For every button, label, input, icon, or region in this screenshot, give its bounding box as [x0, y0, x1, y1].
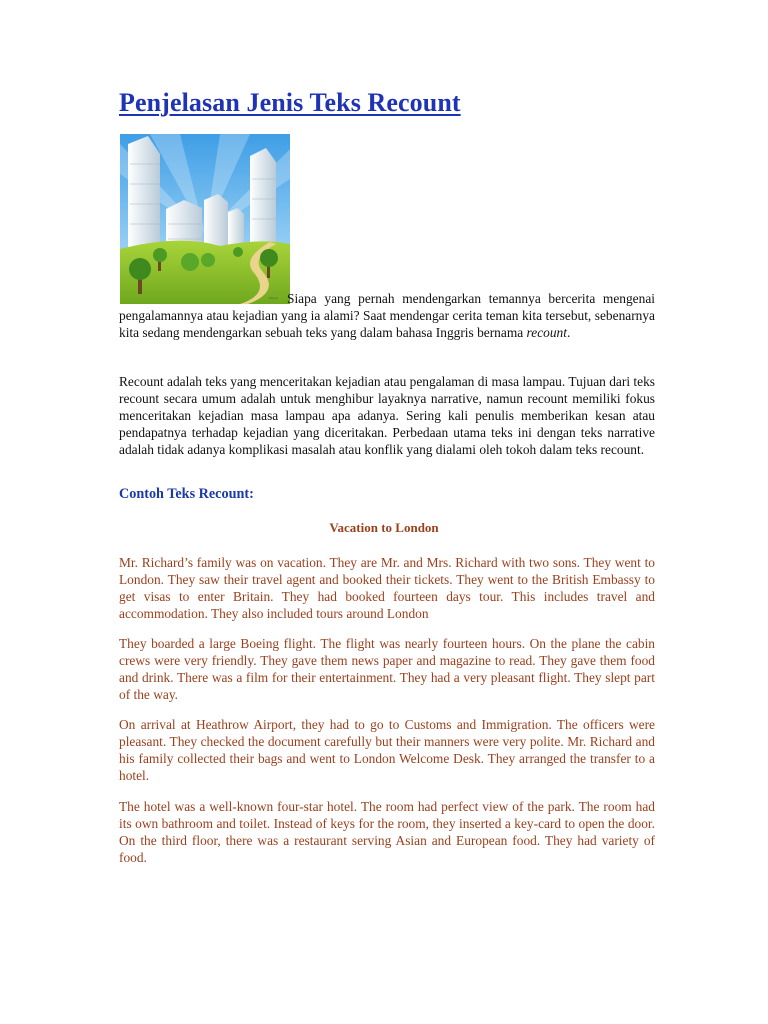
- story-title: Vacation to London: [329, 520, 439, 535]
- definition-paragraph: Recount adalah teks yang menceritakan kejadian atau pengalaman di masa lampau. Tujuan dari teks recount secara umum adalah untuk menghibur layaknya narrative, namun recount memiliki fokus menceritakan kejadian masa lampau apa adanya. Sering kali penulis memberikan kesan atau pendapatnya terhadap kejadian yang diceritakan. Perbedaan utama teks ini dengan teks narrative adalah tidak adanya komplikasi masalah atau konflik yang dialami oleh tokoh dalam teks recount.: [119, 374, 655, 458]
- page-title: Penjelasan Jenis Teks Recount: [119, 88, 461, 117]
- example-heading: Contoh Teks Recount:: [119, 486, 254, 502]
- story-paragraph-2: They boarded a large Boeing flight. The flight was nearly fourteen hours. On the plane the cabin crews were very friendly. They gave them news paper and magazine to read. They gave them food and drink. There was a film for their entertainment. They had a very pleasant flight. They slept part of the way.: [119, 636, 655, 703]
- story-paragraph-3: On arrival at Heathrow Airport, they had to go to Customs and Immigration. The officers were pleasant. They checked the document carefully but their manners were very polite. Mr. Richard and his family collected their bags and went to London Welcome Desk. They arranged the transfer to a hotel.: [119, 717, 655, 784]
- intro-end: .: [566, 325, 571, 341]
- image-caption: clip art: [269, 296, 278, 300]
- recount-term: recount: [526, 325, 567, 341]
- intro-paragraph: [119, 290, 655, 341]
- city-buildings-clipart-icon: [120, 134, 290, 304]
- intro-text: Siapa yang pernah mendengarkan temannya bercerita mengenai pengalamannya atau kejadian yang ia alami? Saat mendengar cerita teman kita tersebut, sebenarnya kita sedang mendengarkan sebuah teks yang dalam bahasa Inggris bernama: [119, 291, 655, 341]
- story-paragraph-1: Mr. Richard’s family was on vacation. They are Mr. and Mrs. Richard with two sons. They went to London. They saw their travel agent and booked their tickets. They went to the British Embassy to get visas to enter Britain. They had booked fourteen days tour. This includes travel and accommodation. They also included tours around London: [119, 555, 655, 622]
- story-paragraph-4: The hotel was a well-known four-star hotel. The room had perfect view of the park. The room had its own bathroom and toilet. Instead of keys for the room, they inserted a key-card to open the door. On the third floor, there was a restaurant serving Asian and European food. They had variety of food.: [119, 799, 655, 866]
